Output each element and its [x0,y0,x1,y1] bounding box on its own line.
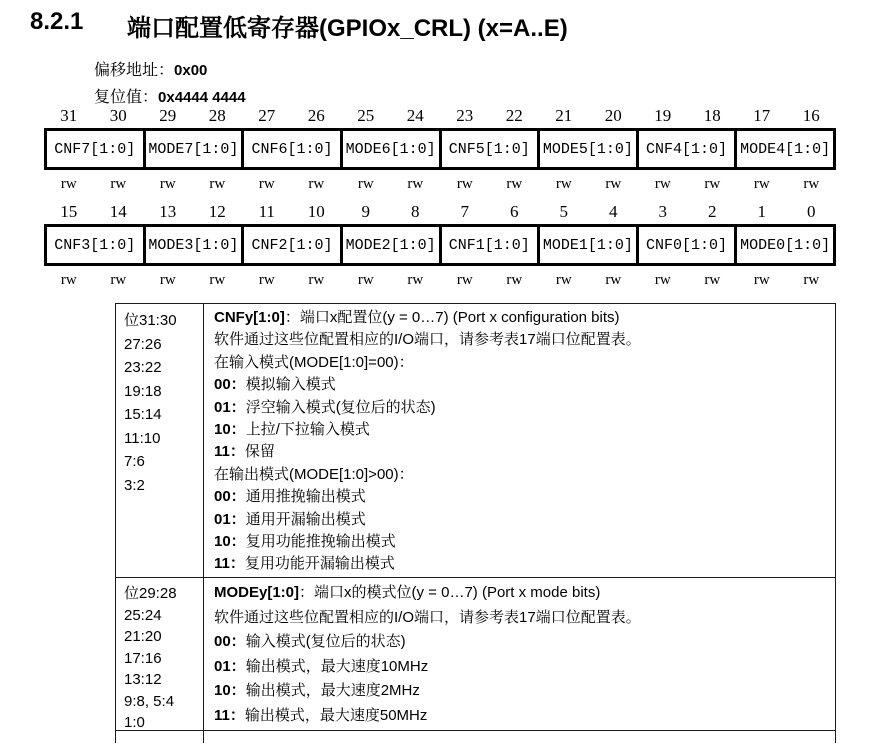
description-line: 在输入模式(MODE[1:0]=00)： [214,353,414,371]
table-row-mode [116,578,835,731]
bit-label: 5 [559,202,568,221]
bit-label: 6 [510,202,519,221]
reset-value-label: 复位值： [94,89,159,106]
description-line: 软件通过这些位配置相应的I/O端口，请参考表17端口位配置表。 [214,608,641,626]
bit-label: 18 [703,106,721,125]
table-row-cnf [116,304,835,578]
field-cell: CNF0[1:0] [636,227,735,263]
access-label: rw [654,176,671,192]
bit-label: 30 [109,106,127,125]
bit-label: 2 [708,202,717,221]
description-line: 00：模拟输入模式 [214,376,336,394]
field-cell: MODE0[1:0] [734,227,833,263]
bit-range: 11:10 [124,429,161,447]
field-cell: CNF5[1:0] [439,131,538,167]
field-row [44,128,836,170]
field-cell: CNF3[1:0] [54,236,136,254]
bit-range: 1:0 [124,714,145,731]
description-line: 01：输出模式，最大速度10MHz [214,657,429,675]
offset-address-line [94,57,207,80]
bit-range: 位31:30 [124,312,177,329]
access-label: rw [753,272,770,288]
bit-description-table [115,303,836,743]
description-line: 00：输入模式(复位后的状态) [214,633,406,651]
access-label: rw [407,272,424,288]
field-cell: CNF7[1:0] [54,140,136,158]
description-line: 软件通过这些位配置相应的I/O端口，请参考表17端口位配置表。 [214,331,641,349]
description-line: 00：通用推挽输出模式 [214,488,366,506]
access-label: rw [258,272,275,288]
offset-address-value: 0x00 [174,62,208,79]
access-label: rw [555,272,572,288]
access-label: rw [704,272,721,288]
reset-value-line [94,84,246,107]
bit-label: 19 [654,106,672,125]
description-line: 在输出模式(MODE[1:0]>00)： [214,465,414,483]
description-line: 10：输出模式，最大速度2MHz [214,682,420,700]
access-label: rw [357,272,374,288]
field-cell: MODE3[1:0] [143,227,242,263]
access-label: rw [803,272,820,288]
table-row-continuation [116,731,835,743]
bit-label: 7 [460,202,469,221]
description-column [204,578,835,730]
field-row [44,224,836,266]
bit-label: 9 [361,202,370,221]
access-label: rw [456,176,473,192]
bit-label: 21 [555,106,573,125]
field-cell: MODE6[1:0] [340,131,439,167]
access-label: rw [110,272,127,288]
access-label: rw [407,176,424,192]
field-cell: MODE2[1:0] [340,227,439,263]
access-label: rw [159,176,176,192]
bit-label: 8 [411,202,420,221]
bit-range: 3:2 [124,476,145,494]
field-cell: MODE4[1:0] [734,131,833,167]
access-label: rw [506,272,523,288]
reset-value-value: 0x4444 4444 [158,89,246,106]
bit-label: 25 [357,106,375,125]
bit-label: 26 [307,106,325,125]
bit-label: 10 [307,202,325,221]
description-line: 11：复用功能开漏输出模式 [214,555,395,573]
field-cell: CNF6[1:0] [241,131,340,167]
bit-label: 11 [258,202,275,221]
bit-number-row [44,106,836,127]
register-bitfield-low [44,202,836,290]
bit-label: 15 [60,202,78,221]
access-label: rw [506,176,523,192]
access-label: rw [357,176,374,192]
field-cell: MODE7[1:0] [143,131,242,167]
bit-range: 7:6 [124,453,145,470]
bit-label: 17 [753,106,771,125]
offset-address-label: 偏移地址： [94,62,175,79]
bit-label: 28 [208,106,226,125]
bit-range: 27:26 [124,335,162,353]
bit-range-column [116,304,204,577]
access-label: rw [456,272,473,288]
access-row [44,176,836,194]
bit-label: 0 [807,202,816,221]
description-line: CNFy[1:0]：端口x配置位(y = 0…7) (Port x configuration bits) [214,309,620,326]
description-line: MODEy[1:0]：端口x的模式位(y = 0…7) (Port x mode bits) [214,584,601,601]
field-cell: MODE5[1:0] [537,131,636,167]
bit-range: 13:12 [124,671,162,688]
bit-range: 位29:28 [124,585,177,602]
field-cell: CNF4[1:0] [636,131,735,167]
bit-label: 3 [658,202,667,221]
description-line: 11：输出模式，最大速度50MHz [214,706,428,724]
access-label: rw [209,176,226,192]
bit-label: 1 [757,202,766,221]
bit-label: 23 [456,106,474,125]
bit-range: 15:14 [124,406,162,423]
bit-range: 19:18 [124,382,162,400]
description-line: 10：复用功能推挽输出模式 [214,533,396,551]
access-label: rw [60,272,77,288]
access-label: rw [209,272,226,288]
access-label: rw [605,176,622,192]
bit-label: 29 [159,106,177,125]
bit-label: 16 [802,106,820,125]
description-line: 11：保留 [214,443,275,461]
access-row [44,272,836,290]
bit-label: 24 [406,106,424,125]
description-column [204,304,835,577]
access-label: rw [308,176,325,192]
bit-label: 20 [604,106,622,125]
bit-range: 17:16 [124,649,162,667]
access-label: rw [159,272,176,288]
section-number: 8.2.1 [30,8,84,35]
field-cell: CNF1[1:0] [439,227,538,263]
access-label: rw [605,272,622,288]
access-label: rw [60,176,77,192]
bit-range: 21:20 [124,628,162,645]
description-line: 01：浮空输入模式(复位后的状态) [214,398,436,416]
access-label: rw [555,176,572,192]
access-label: rw [803,176,820,192]
bit-label: 27 [258,106,276,125]
field-cell: CNF2[1:0] [241,227,340,263]
page-title: 端口配置低寄存器(GPIOx_CRL) (x=A..E) [127,15,568,42]
bit-range: 23:22 [124,359,162,376]
description-line: 01：通用开漏输出模式 [214,510,366,528]
bit-label: 12 [208,202,226,221]
bit-label: 4 [609,202,618,221]
access-label: rw [654,272,671,288]
access-label: rw [258,176,275,192]
bit-range-column [116,578,204,730]
register-bitfield-high [44,106,836,194]
bit-range: 25:24 [124,606,162,624]
access-label: rw [110,176,127,192]
field-cell: MODE1[1:0] [537,227,636,263]
access-label: rw [753,176,770,192]
bit-label: 13 [159,202,177,221]
access-label: rw [308,272,325,288]
access-label: rw [704,176,721,192]
bit-label: 31 [60,106,78,125]
bit-range: 9:8, 5:4 [124,692,175,710]
bit-label: 14 [109,202,127,221]
bit-label: 22 [505,106,523,125]
description-line: 10：上拉/下拉输入模式 [214,421,370,439]
bit-number-row [44,202,836,223]
